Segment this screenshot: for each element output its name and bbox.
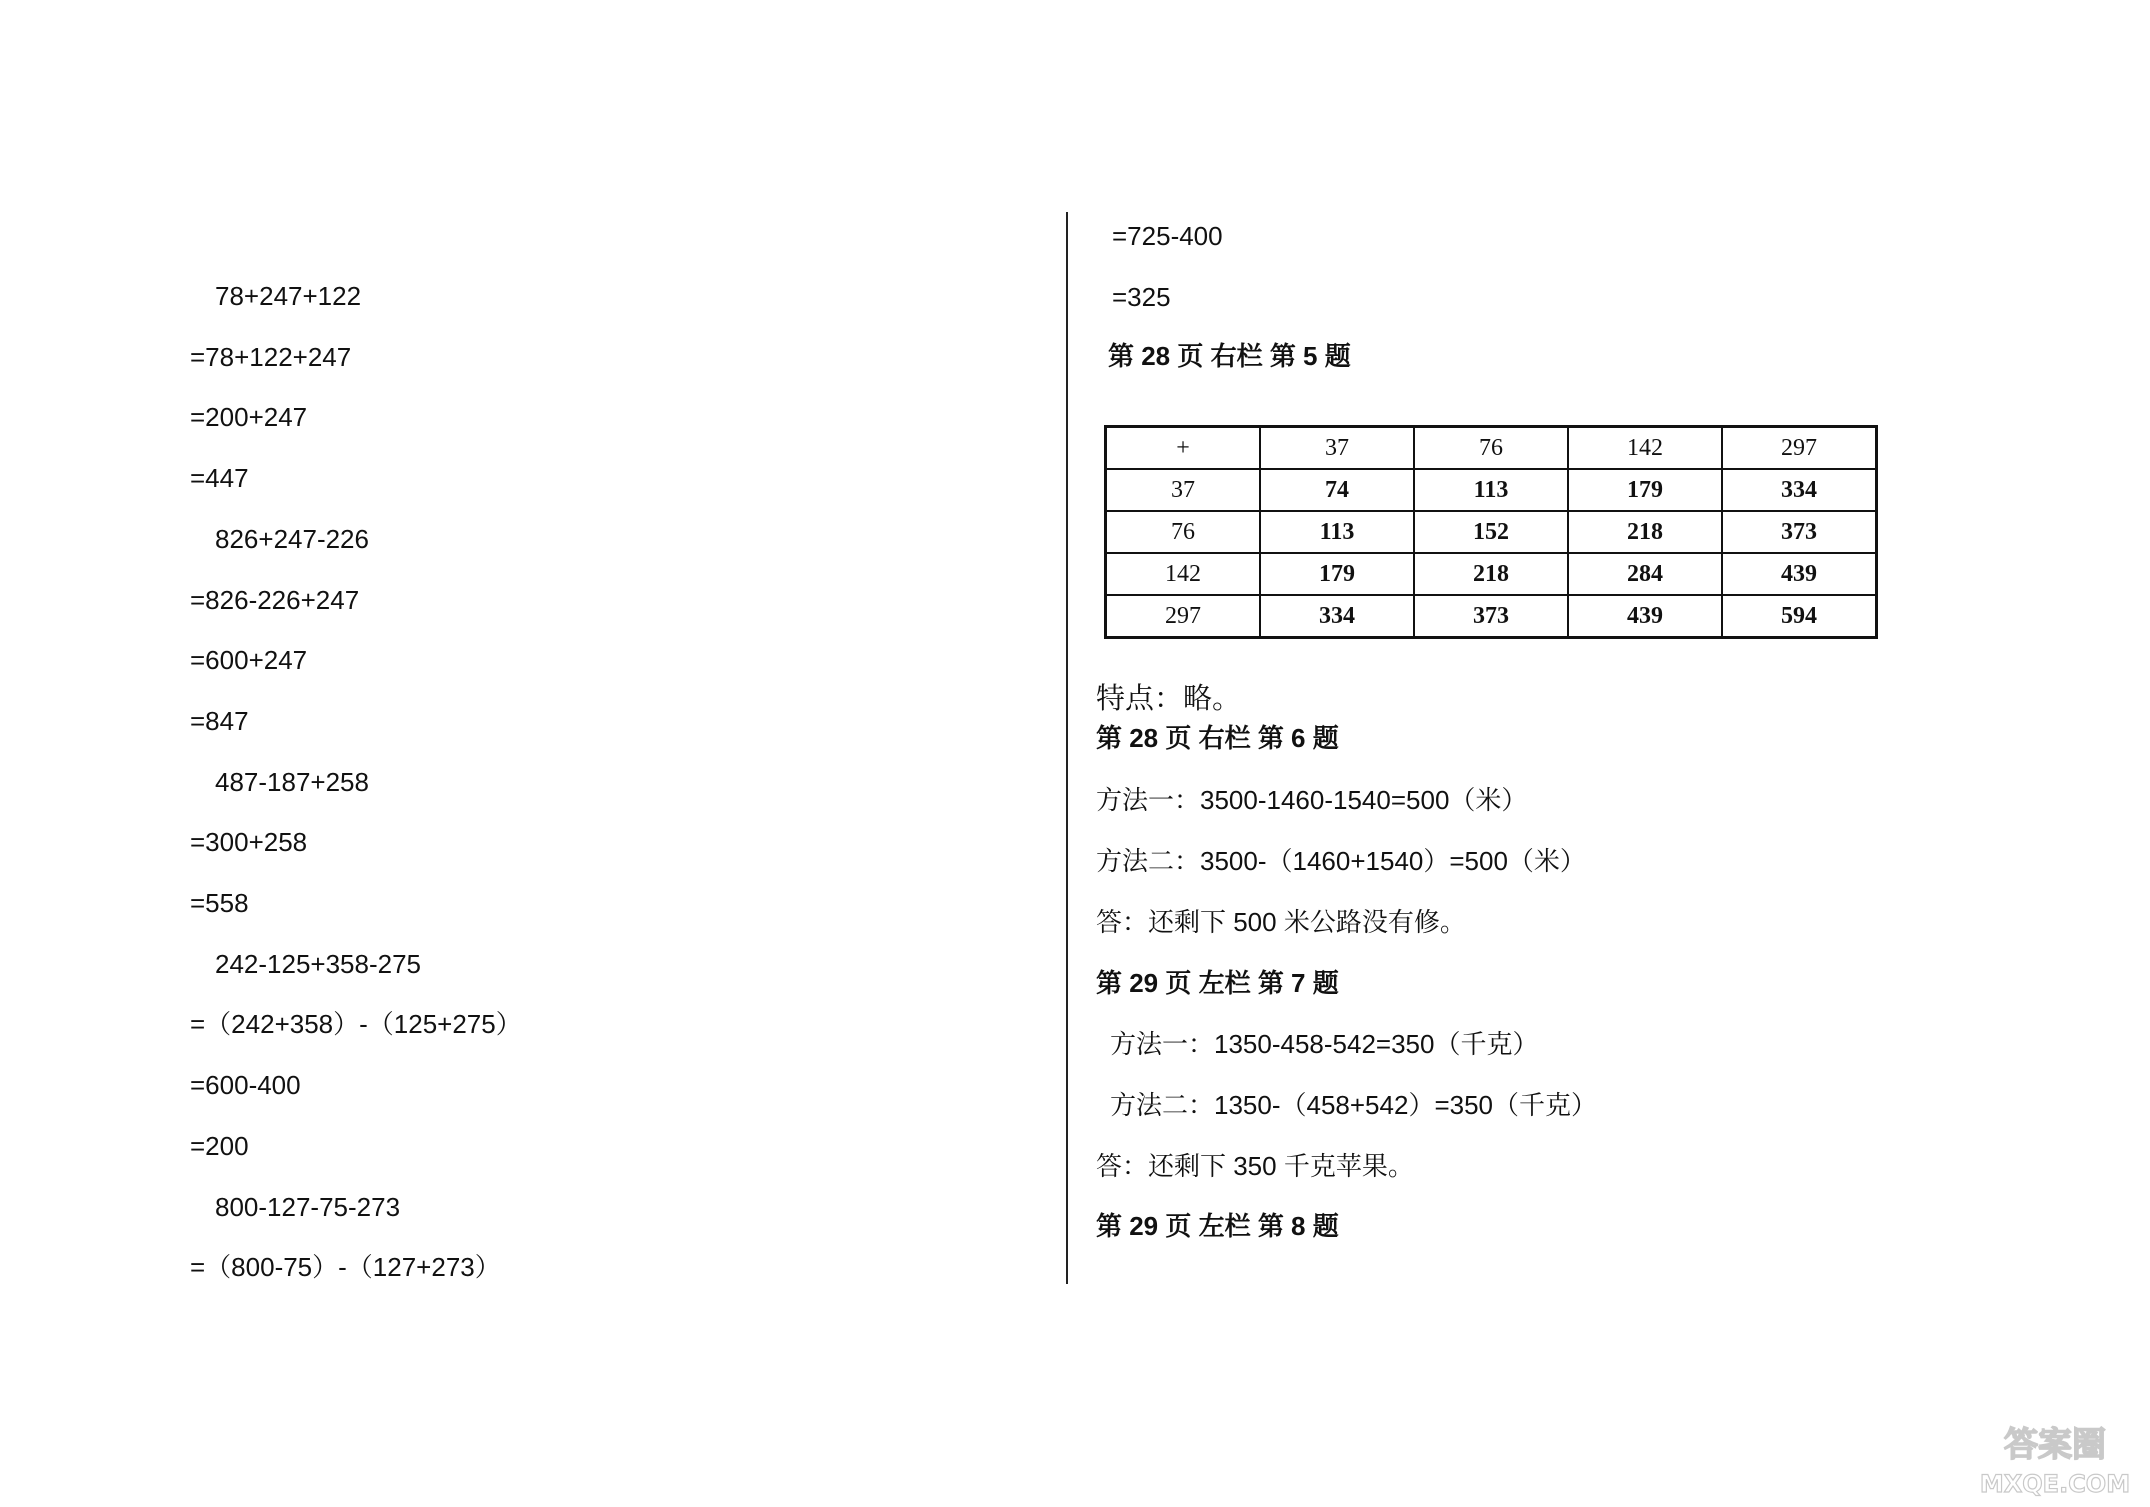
table-cell: 179	[1260, 553, 1414, 595]
addition-table	[1104, 425, 1878, 639]
calc-step-line: =600-400	[190, 1070, 301, 1100]
q6-answer: 答：还剩下 500 米公路没有修。	[1096, 907, 1466, 937]
calc-line: =725-400	[1112, 221, 1223, 251]
table-header-cell: 37	[1106, 469, 1261, 511]
table-cell: 373	[1722, 511, 1877, 553]
expression-line: 826+247-226	[215, 524, 369, 554]
table-cell: 74	[1260, 469, 1414, 511]
watermark-title: 答案圈	[2004, 1425, 2106, 1465]
table-header-cell: 297	[1106, 595, 1261, 638]
q6-method-two: 方法二：3500-（1460+1540）=500（米）	[1096, 846, 1586, 876]
calc-step-line: =447	[190, 463, 249, 493]
heading-q5: 第 28 页 右栏 第 5 题	[1108, 341, 1351, 371]
calc-step-line: =826-226+247	[190, 585, 360, 615]
calc-step-line: =（800-75）-（127+273）	[190, 1252, 501, 1282]
table-cell: 113	[1414, 469, 1568, 511]
table-cell: 439	[1568, 595, 1722, 638]
table-cell: 113	[1260, 511, 1414, 553]
expression-line: 800-127-75-273	[215, 1192, 401, 1222]
watermark-url: MXQE.COM	[1979, 1470, 2131, 1498]
table-cell: 334	[1722, 469, 1877, 511]
calc-step-line: =600+247	[190, 645, 308, 675]
expression-line: 487-187+258	[215, 767, 369, 797]
table-cell: 439	[1722, 553, 1877, 595]
calc-step-line: =200+247	[190, 402, 308, 432]
table-row	[1106, 553, 1877, 595]
table-header-cell: 142	[1568, 427, 1722, 470]
table-header-cell: 37	[1260, 427, 1414, 470]
table-header-row	[1106, 427, 1877, 470]
table-cell: 284	[1568, 553, 1722, 595]
table-cell: 218	[1414, 553, 1568, 595]
table-row	[1106, 469, 1877, 511]
watermark-logo	[1970, 1420, 2140, 1500]
q7-method-one: 方法一：1350-458-542=350（千克）	[1110, 1029, 1539, 1059]
table-header-cell: 76	[1106, 511, 1261, 553]
calc-step-line: =（242+358）-（125+275）	[190, 1009, 522, 1039]
q7-method-two: 方法二：1350-（458+542）=350（千克）	[1110, 1090, 1598, 1120]
q6-method-one: 方法一：3500-1460-1540=500（米）	[1096, 785, 1528, 815]
table-cell: 218	[1568, 511, 1722, 553]
expression-line: 242-125+358-275	[215, 949, 422, 979]
column-divider	[1066, 212, 1068, 1284]
table-cell: 373	[1414, 595, 1568, 638]
table-row	[1106, 595, 1877, 638]
calc-step-line: =78+122+247	[190, 342, 352, 372]
heading-q7: 第 29 页 左栏 第 7 题	[1096, 968, 1339, 998]
table-header-cell: +	[1106, 427, 1261, 470]
calc-step-line: =847	[190, 706, 249, 736]
table-cell: 152	[1414, 511, 1568, 553]
table-cell: 179	[1568, 469, 1722, 511]
calc-step-line: =300+258	[190, 827, 308, 857]
calc-step-line: =200	[190, 1131, 249, 1161]
calc-step-line: =558	[190, 888, 249, 918]
table-row	[1106, 511, 1877, 553]
table-cell: 334	[1260, 595, 1414, 638]
calc-line: =325	[1112, 282, 1171, 312]
expression-line: 78+247+122	[215, 281, 362, 311]
heading-q8: 第 29 页 左栏 第 8 题	[1096, 1211, 1339, 1241]
q7-answer: 答：还剩下 350 千克苹果。	[1096, 1151, 1414, 1181]
heading-q6: 第 28 页 右栏 第 6 题	[1096, 723, 1339, 753]
table-cell: 594	[1722, 595, 1877, 638]
table-header-cell: 297	[1722, 427, 1877, 470]
table-header-cell: 142	[1106, 553, 1261, 595]
feature-note: 特点：略。	[1096, 683, 1242, 715]
table-header-cell: 76	[1414, 427, 1568, 470]
